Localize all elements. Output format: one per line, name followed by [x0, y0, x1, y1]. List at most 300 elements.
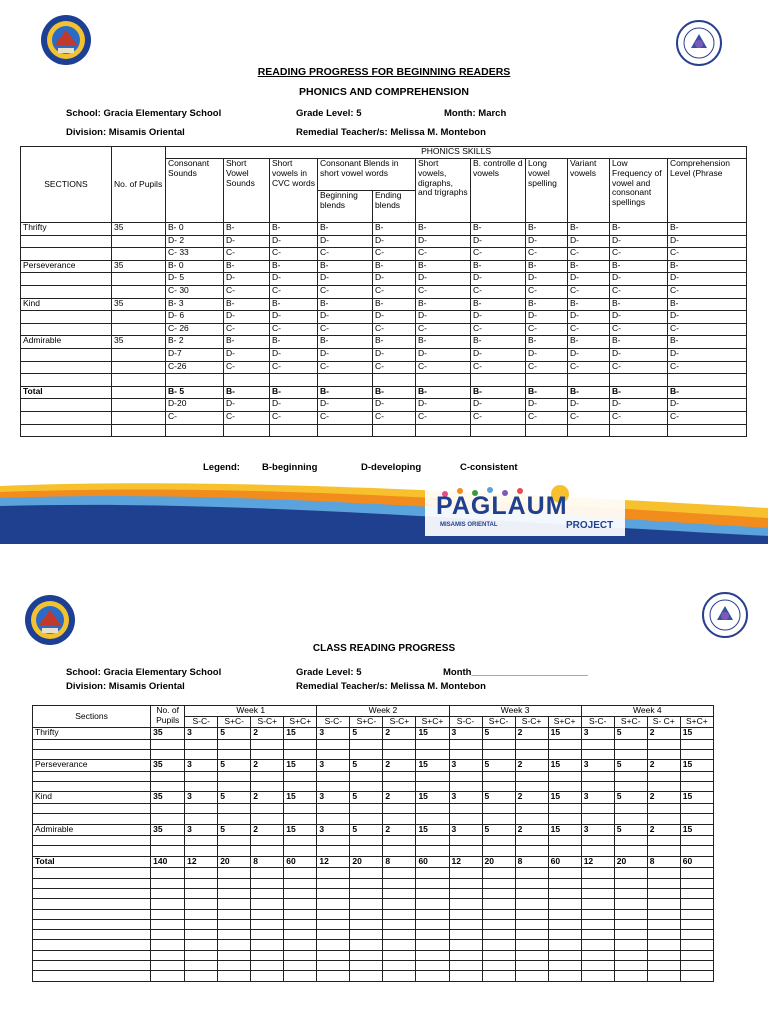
- score-cell: [548, 868, 581, 878]
- score-cell: [284, 846, 317, 856]
- score-cell: [548, 919, 581, 929]
- score-cell: [449, 909, 482, 919]
- score-cell: [317, 888, 350, 898]
- score-cell: [449, 814, 482, 824]
- score-cell: [185, 803, 218, 813]
- score-cell: [317, 771, 350, 781]
- skill-cell: D-: [224, 348, 270, 361]
- score-cell: [317, 868, 350, 878]
- sections-header: Sections: [33, 706, 151, 728]
- score-cell: [515, 868, 548, 878]
- score-cell: [581, 771, 614, 781]
- score-cell: [416, 749, 449, 759]
- skill-cell: B- 3: [166, 298, 224, 311]
- skill-cell: C-: [224, 411, 270, 424]
- score-cell: 20: [482, 856, 515, 868]
- score-cell: [482, 950, 515, 960]
- skill-cell: C-: [526, 248, 568, 261]
- legend-beginning: B-beginning: [262, 462, 318, 473]
- skill-cell: C-: [224, 323, 270, 336]
- score-cell: [383, 782, 416, 792]
- score-cell: 15: [680, 728, 713, 740]
- score-cell: [482, 909, 515, 919]
- skill-cell: D-: [668, 348, 747, 361]
- score-cell: 12: [449, 856, 482, 868]
- table-row: [21, 260, 747, 273]
- table-row: [21, 235, 747, 248]
- skill-cell: C-: [373, 248, 416, 261]
- score-cell: 3: [317, 792, 350, 804]
- score-cell: 3: [449, 792, 482, 804]
- comprehension-header: Comprehension Level (Phrase: [668, 159, 747, 223]
- score-cell: 15: [548, 728, 581, 740]
- score-cell: [416, 868, 449, 878]
- score-cell: [416, 739, 449, 749]
- score-cell: 2: [647, 728, 680, 740]
- skill-cell: B-: [318, 223, 373, 236]
- section-cell: [33, 771, 151, 781]
- pupils-header: No. of Pupils: [151, 706, 185, 728]
- skill-cell: C-: [568, 323, 610, 336]
- table-row: [33, 782, 714, 792]
- score-cell: [449, 846, 482, 856]
- skill-cell: D- 2: [166, 235, 224, 248]
- score-subheader: S-C+: [251, 717, 284, 728]
- skill-cell: C-: [270, 323, 318, 336]
- score-cell: 15: [416, 760, 449, 772]
- score-cell: 5: [350, 760, 383, 772]
- score-cell: [680, 739, 713, 749]
- score-cell: [284, 950, 317, 960]
- score-cell: [185, 888, 218, 898]
- skill-cell: C-: [416, 285, 471, 298]
- score-cell: [416, 950, 449, 960]
- table-row: [21, 311, 747, 324]
- score-cell: 3: [185, 760, 218, 772]
- score-cell: [680, 930, 713, 940]
- score-cell: [614, 950, 647, 960]
- score-cell: [680, 868, 713, 878]
- score-cell: 5: [350, 792, 383, 804]
- pupils-cell: [151, 961, 185, 971]
- skill-cell: C-: [568, 361, 610, 374]
- score-cell: 15: [416, 792, 449, 804]
- score-cell: [185, 971, 218, 981]
- score-cell: [449, 771, 482, 781]
- skill-cell: D-: [526, 235, 568, 248]
- skill-cell: D-: [568, 273, 610, 286]
- score-cell: [383, 888, 416, 898]
- skill-cell: D-: [610, 399, 668, 412]
- score-cell: 15: [680, 792, 713, 804]
- score-cell: [449, 899, 482, 909]
- pupils-cell: [112, 386, 166, 399]
- skill-cell: C- 33: [166, 248, 224, 261]
- score-cell: 2: [383, 824, 416, 836]
- section-cell: [33, 846, 151, 856]
- score-cell: [647, 846, 680, 856]
- score-cell: 5: [218, 792, 251, 804]
- score-cell: [416, 909, 449, 919]
- skill-cell: [610, 374, 668, 387]
- score-cell: 15: [680, 760, 713, 772]
- score-cell: [647, 888, 680, 898]
- page-title: CLASS READING PROGRESS: [312, 643, 456, 654]
- score-cell: [350, 950, 383, 960]
- skill-cell: C-: [373, 411, 416, 424]
- score-cell: [482, 888, 515, 898]
- score-cell: [284, 909, 317, 919]
- skill-cell: B-: [270, 386, 318, 399]
- pupils-cell: 35: [151, 728, 185, 740]
- score-cell: 3: [185, 728, 218, 740]
- skill-cell: B-: [668, 260, 747, 273]
- week-2-header: Week 2: [317, 706, 449, 717]
- score-cell: [680, 940, 713, 950]
- score-cell: [548, 909, 581, 919]
- score-cell: [284, 782, 317, 792]
- skill-cell: B- 0: [166, 223, 224, 236]
- score-cell: 12: [185, 856, 218, 868]
- table-row: [21, 323, 747, 336]
- pupils-cell: [112, 248, 166, 261]
- section-cell: [33, 950, 151, 960]
- section-cell: [33, 899, 151, 909]
- score-subheader: S-C-: [185, 717, 218, 728]
- score-cell: [548, 961, 581, 971]
- section-cell: [33, 814, 151, 824]
- score-cell: [416, 930, 449, 940]
- skill-cell: C-: [318, 285, 373, 298]
- score-cell: [515, 919, 548, 929]
- score-cell: 60: [284, 856, 317, 868]
- skill-cell: C-: [318, 248, 373, 261]
- table-row: [33, 824, 714, 836]
- pupils-cell: [151, 868, 185, 878]
- score-cell: [185, 846, 218, 856]
- digraphs-header: Short vowels, digraphs, and trigraphs: [416, 159, 471, 223]
- score-cell: [482, 749, 515, 759]
- section-cell: [33, 749, 151, 759]
- score-cell: [185, 909, 218, 919]
- score-cell: 15: [284, 792, 317, 804]
- skill-cell: B-: [270, 223, 318, 236]
- skill-cell: B-: [526, 336, 568, 349]
- score-cell: [449, 782, 482, 792]
- pupils-header: No. of Pupils: [112, 147, 166, 223]
- score-cell: 15: [680, 824, 713, 836]
- section-cell: [21, 424, 112, 437]
- score-cell: [680, 749, 713, 759]
- score-cell: [647, 961, 680, 971]
- skill-cell: B-: [610, 336, 668, 349]
- skill-cell: D-: [610, 311, 668, 324]
- score-cell: [581, 739, 614, 749]
- skill-cell: B-: [526, 298, 568, 311]
- skill-cell: D-: [270, 348, 318, 361]
- short-vowel-header: Short Vowel Sounds: [224, 159, 270, 223]
- score-cell: [548, 782, 581, 792]
- score-cell: [548, 814, 581, 824]
- section-cell: Admirable: [33, 824, 151, 836]
- score-cell: [284, 930, 317, 940]
- skill-cell: C-: [270, 411, 318, 424]
- skill-cell: D-: [270, 399, 318, 412]
- section-cell: [21, 374, 112, 387]
- skill-cell: C-: [668, 285, 747, 298]
- score-cell: [251, 814, 284, 824]
- score-cell: [515, 782, 548, 792]
- skill-cell: D- 5: [166, 273, 224, 286]
- score-cell: [284, 836, 317, 846]
- pupils-cell: [112, 411, 166, 424]
- section-cell: [21, 323, 112, 336]
- score-cell: [614, 836, 647, 846]
- paglaum-logo-text: PAGLAUM: [436, 492, 568, 520]
- skill-cell: C- 30: [166, 285, 224, 298]
- score-cell: [284, 868, 317, 878]
- skill-cell: B-: [416, 223, 471, 236]
- skill-cell: C-: [318, 411, 373, 424]
- score-cell: [185, 899, 218, 909]
- score-cell: [218, 899, 251, 909]
- skill-cell: D-: [610, 235, 668, 248]
- section-cell: [21, 361, 112, 374]
- score-subheader: S- C+: [647, 717, 680, 728]
- r-controlled-header: B. controlle d vowels: [471, 159, 526, 223]
- ending-blends-header: Ending blends: [373, 191, 416, 223]
- score-cell: [581, 888, 614, 898]
- score-cell: [383, 771, 416, 781]
- score-cell: [515, 950, 548, 960]
- score-cell: [218, 919, 251, 929]
- skill-cell: [373, 424, 416, 437]
- score-cell: [218, 803, 251, 813]
- teacher-label: Remedial Teacher/s: Melissa M. Montebon: [296, 681, 486, 692]
- score-cell: [185, 836, 218, 846]
- banner-division-text: MISAMIS ORIENTAL: [440, 522, 498, 528]
- skill-cell: B- 2: [166, 336, 224, 349]
- skill-cell: [318, 424, 373, 437]
- score-cell: [350, 749, 383, 759]
- score-cell: [680, 771, 713, 781]
- score-cell: [317, 846, 350, 856]
- score-cell: 60: [548, 856, 581, 868]
- score-cell: [350, 771, 383, 781]
- table-row: [33, 930, 714, 940]
- division-seal-icon: [24, 594, 76, 646]
- division-label: Division: Misamis Oriental: [66, 127, 185, 138]
- score-cell: [515, 803, 548, 813]
- score-cell: [251, 930, 284, 940]
- section-cell: Thrifty: [21, 223, 112, 236]
- score-cell: 3: [185, 824, 218, 836]
- score-cell: [284, 888, 317, 898]
- score-cell: [383, 909, 416, 919]
- skill-cell: D-: [373, 273, 416, 286]
- score-cell: 2: [383, 792, 416, 804]
- score-cell: [383, 919, 416, 929]
- skill-cell: B-: [416, 336, 471, 349]
- score-cell: 15: [284, 824, 317, 836]
- skill-cell: [318, 374, 373, 387]
- section-cell: Kind: [33, 792, 151, 804]
- score-cell: 8: [515, 856, 548, 868]
- score-cell: [548, 950, 581, 960]
- skill-cell: B-: [416, 260, 471, 273]
- section-cell: [33, 803, 151, 813]
- score-cell: [185, 814, 218, 824]
- skill-cell: B-: [568, 386, 610, 399]
- school-label: School: Gracia Elementary School: [66, 667, 222, 678]
- score-cell: [515, 899, 548, 909]
- section-cell: [33, 919, 151, 929]
- table-row: [33, 961, 714, 971]
- score-cell: [350, 782, 383, 792]
- section-cell: [33, 930, 151, 940]
- score-cell: [185, 868, 218, 878]
- score-cell: [581, 971, 614, 981]
- table-row: [21, 248, 747, 261]
- skill-cell: D-: [416, 273, 471, 286]
- score-cell: 3: [449, 728, 482, 740]
- score-cell: [185, 739, 218, 749]
- table-row: [33, 771, 714, 781]
- score-cell: [449, 961, 482, 971]
- skill-cell: B-: [318, 336, 373, 349]
- score-cell: [416, 782, 449, 792]
- score-cell: [680, 971, 713, 981]
- score-cell: [350, 919, 383, 929]
- score-cell: 3: [449, 760, 482, 772]
- score-subheader: S+C+: [416, 717, 449, 728]
- skill-cell: D-: [373, 235, 416, 248]
- score-cell: 3: [449, 824, 482, 836]
- skill-cell: C-: [568, 248, 610, 261]
- score-cell: [647, 814, 680, 824]
- score-cell: [251, 950, 284, 960]
- skill-cell: C-: [610, 411, 668, 424]
- score-cell: [317, 919, 350, 929]
- score-cell: [548, 836, 581, 846]
- score-cell: [416, 836, 449, 846]
- skill-cell: B-: [526, 223, 568, 236]
- score-cell: [218, 771, 251, 781]
- skill-cell: B-: [526, 260, 568, 273]
- skill-cell: C-: [668, 248, 747, 261]
- score-cell: [647, 909, 680, 919]
- score-cell: [383, 940, 416, 950]
- phonics-table: [20, 146, 747, 437]
- week-4-header: Week 4: [581, 706, 713, 717]
- section-cell: Perseverance: [21, 260, 112, 273]
- score-cell: [350, 909, 383, 919]
- score-cell: [680, 803, 713, 813]
- score-cell: [383, 961, 416, 971]
- section-cell: Total: [21, 386, 112, 399]
- grade-label: Grade Level: 5: [296, 667, 362, 678]
- score-cell: [680, 836, 713, 846]
- score-cell: [218, 782, 251, 792]
- pupils-cell: [151, 739, 185, 749]
- table-row: [21, 374, 747, 387]
- skill-cell: B-: [318, 260, 373, 273]
- score-cell: [548, 749, 581, 759]
- score-cell: [482, 868, 515, 878]
- skill-cell: D-: [318, 311, 373, 324]
- skill-cell: [471, 374, 526, 387]
- score-cell: 60: [416, 856, 449, 868]
- score-cell: [185, 919, 218, 929]
- score-cell: 2: [515, 792, 548, 804]
- score-subheader: S+C+: [548, 717, 581, 728]
- pupils-cell: [112, 323, 166, 336]
- score-cell: 2: [251, 760, 284, 772]
- score-cell: [416, 878, 449, 888]
- pupils-cell: [112, 235, 166, 248]
- pupils-cell: 35: [112, 298, 166, 311]
- table-row: [33, 940, 714, 950]
- score-cell: [350, 961, 383, 971]
- score-cell: [548, 771, 581, 781]
- score-cell: 20: [350, 856, 383, 868]
- score-cell: [251, 919, 284, 929]
- table-row: [21, 361, 747, 374]
- score-cell: [482, 930, 515, 940]
- score-cell: [317, 909, 350, 919]
- consonant-blends-header: Consonant Blends in short vowel words: [318, 159, 416, 191]
- score-cell: [548, 878, 581, 888]
- score-cell: 15: [416, 824, 449, 836]
- skill-cell: B-: [373, 386, 416, 399]
- score-cell: [680, 814, 713, 824]
- section-cell: Total: [33, 856, 151, 868]
- score-cell: [548, 930, 581, 940]
- score-cell: [581, 950, 614, 960]
- table-row: [21, 285, 747, 298]
- score-cell: [515, 940, 548, 950]
- score-cell: [251, 899, 284, 909]
- sections-header: SECTIONS: [21, 147, 112, 223]
- section-cell: [33, 909, 151, 919]
- score-cell: [614, 782, 647, 792]
- pupils-cell: [112, 424, 166, 437]
- score-cell: 2: [647, 792, 680, 804]
- score-cell: [647, 836, 680, 846]
- score-cell: [680, 782, 713, 792]
- score-cell: [416, 940, 449, 950]
- skill-cell: B-: [668, 386, 747, 399]
- low-frequency-header: Low Frequency of vowel and consonant spellings: [610, 159, 668, 223]
- skill-cell: [270, 424, 318, 437]
- skill-cell: D-: [668, 311, 747, 324]
- skill-cell: B-: [471, 386, 526, 399]
- score-subheader: S+C+: [284, 717, 317, 728]
- skill-cell: C-: [224, 285, 270, 298]
- score-cell: [218, 961, 251, 971]
- score-cell: [614, 888, 647, 898]
- score-cell: [185, 940, 218, 950]
- score-cell: [218, 940, 251, 950]
- skill-cell: D-: [270, 273, 318, 286]
- phonics-skills-header: PHONICS SKILLS: [166, 147, 747, 159]
- skill-cell: B-: [270, 260, 318, 273]
- skill-cell: B-: [568, 223, 610, 236]
- skill-cell: [668, 374, 747, 387]
- score-cell: 3: [581, 824, 614, 836]
- legend-developing: D-developing: [361, 462, 422, 473]
- score-cell: [284, 971, 317, 981]
